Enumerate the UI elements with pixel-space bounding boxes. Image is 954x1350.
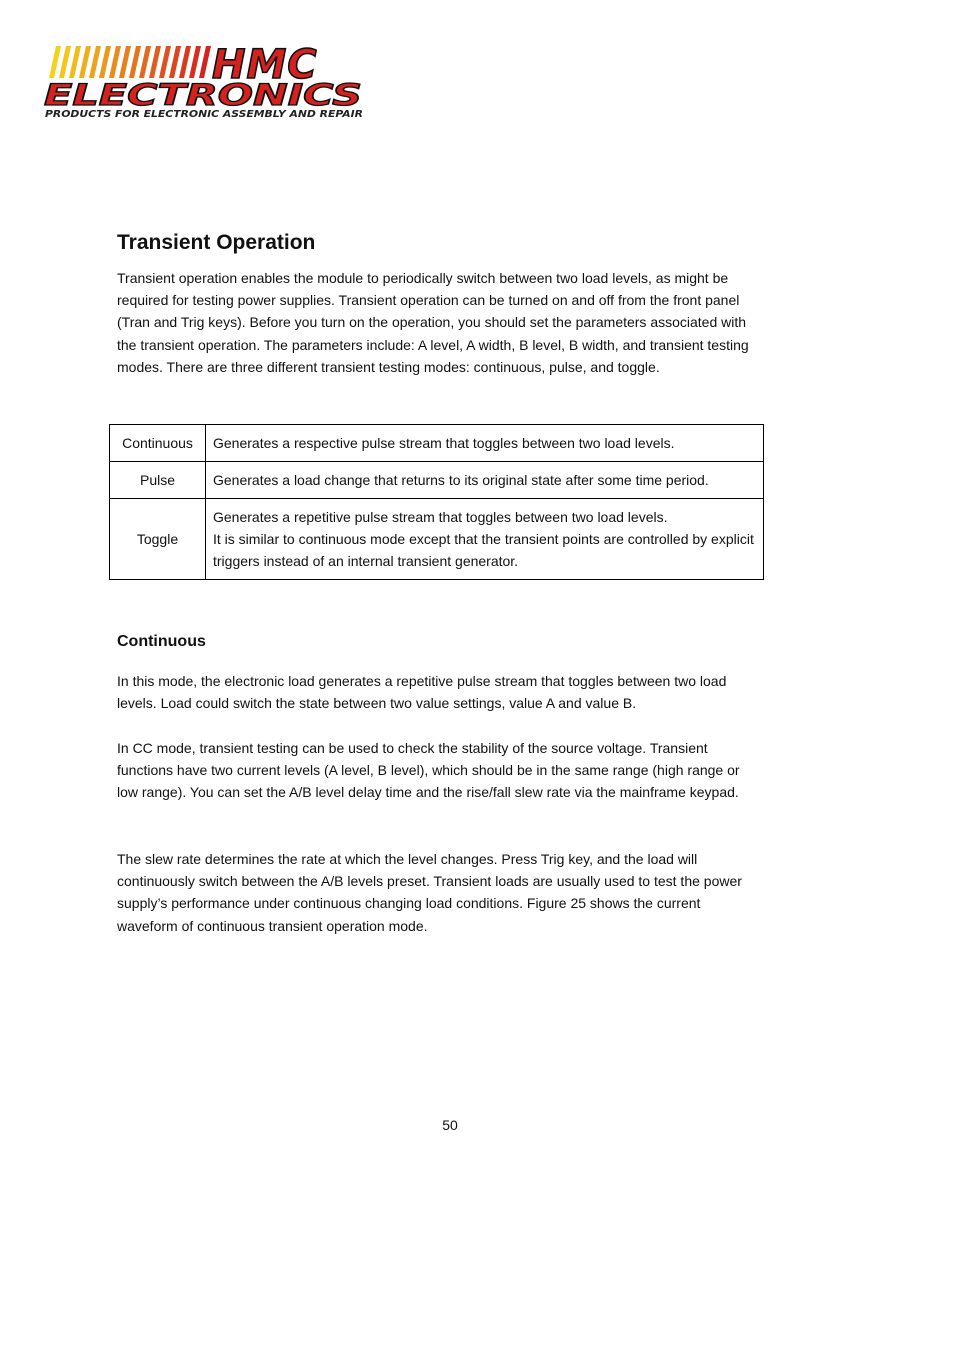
continuous-heading: Continuous: [117, 633, 206, 650]
mode-description: Generates a respective pulse stream that toggles between two load levels.: [206, 425, 764, 462]
continuous-paragraph-2: In CC mode, transient testing can be used to check the stability of the source voltage. Transient functions have two current levels (A level, B level), which should be in the same range (high range or low range). You can set the A/B level delay time and the rise/fall slew rate via the mainframe keypad.: [117, 740, 740, 801]
logo-stripe: [59, 46, 71, 78]
section-title: Transient Operation: [117, 231, 316, 254]
logo-hmc-text: HMC: [212, 42, 318, 88]
mode-description-line: Generates a repetitive pulse stream that toggles between two load levels.: [213, 509, 668, 525]
logo-stripe: [139, 46, 151, 78]
logo-stripe: [169, 46, 181, 78]
logo-tagline: PRODUCTS FOR ELECTRONIC ASSEMBLY AND REPAIR: [45, 109, 363, 120]
table-row: [110, 462, 764, 499]
page-number: 50: [442, 1117, 458, 1133]
logo-stripe: [99, 46, 111, 78]
logo-stripe: [119, 46, 131, 78]
logo-stripe: [159, 46, 171, 78]
logo-stripe: [79, 46, 91, 78]
mode-name: Continuous: [110, 425, 206, 462]
transient-modes-table: [109, 424, 764, 580]
table-row: [110, 499, 764, 580]
mode-description: Generates a load change that returns to its original state after some time period.: [206, 462, 764, 499]
logo-stripe: [129, 46, 141, 78]
logo-stripe: [189, 46, 201, 78]
logo-stripe: [109, 46, 121, 78]
mode-description: [206, 499, 764, 580]
logo-electronics-text: ELECTRONICS: [44, 78, 362, 112]
hmc-logo-graphic: [42, 42, 368, 120]
continuous-paragraph-1: In this mode, the electronic load generates a repetitive pulse stream that toggles between two load levels. Load could switch the state between two value settings, value A and value B.: [117, 673, 727, 712]
logo-stripe: [179, 46, 191, 78]
mode-name: Pulse: [110, 462, 206, 499]
mode-description-line: It is similar to continuous mode except that the transient points are controlled by explicit triggers instead of an internal transient generator.: [213, 531, 754, 569]
continuous-paragraph-3: The slew rate determines the rate at which the level changes. Press Trig key, and the load will continuously switch between the A/B levels preset. Transient loads are usually used to test the power supply’s performance under continuous changing load conditions. Figure 25 shows the current waveform of continuous transient operation mode.: [117, 851, 742, 934]
company-logo: [42, 42, 368, 120]
table-row: [110, 425, 764, 462]
mode-name: Toggle: [110, 499, 206, 580]
logo-stripe: [199, 46, 211, 78]
intro-paragraph: Transient operation enables the module to periodically switch between two load levels, as might be required for testing power supplies. Transient operation can be turned on and off from the front panel (Tran and Trig keys). Before you turn on the operation, you should set the parameters associated with the transient operation. The parameters include: A level, A width, B level, B width, and transient testing modes. There are three different transient testing modes: continuous, pulse, and toggle.: [117, 270, 749, 375]
logo-stripe: [89, 46, 101, 78]
logo-stripe: [149, 46, 161, 78]
logo-stripe: [69, 46, 81, 78]
logo-stripe: [49, 46, 61, 78]
